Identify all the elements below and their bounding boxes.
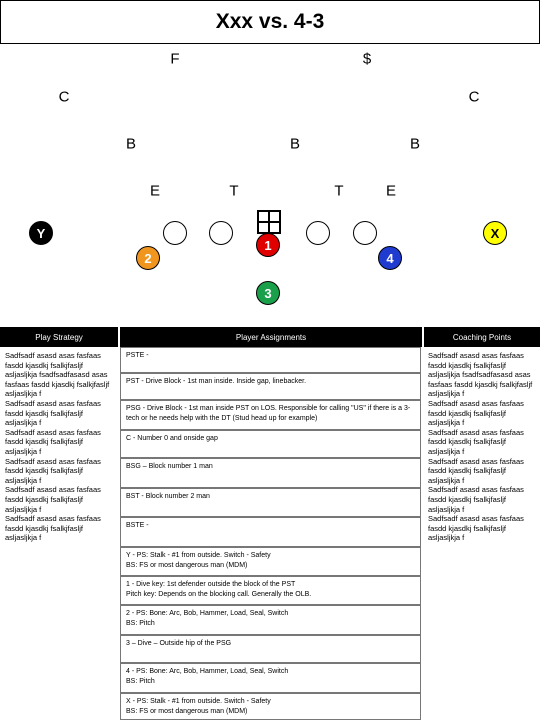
player-back-3 <box>256 281 280 305</box>
player-back-2-label: 2 <box>144 250 152 266</box>
player-back-4 <box>378 246 402 270</box>
page-title: Xxx vs. 4-3 <box>215 10 325 33</box>
player-back-4-label: 4 <box>386 250 394 266</box>
defense-end-right: E <box>385 182 397 200</box>
player-back-1 <box>256 233 280 257</box>
player-lineman-pst <box>209 221 233 245</box>
defense-corner-left: C <box>58 88 70 106</box>
assignment-x: X - PS: Stalk - #1 from outside. Switch - Safety BS: FS or most dangerous man (MDM) <box>120 693 421 720</box>
player-center <box>257 210 281 234</box>
defense-strong-safety: $ <box>362 50 372 68</box>
assignment-bsg: BSG – Block number 1 man <box>120 458 421 488</box>
player-x-label: X <box>490 225 500 241</box>
play-strategy-text: Sadfsadf asasd asas fasfaas fasdd kjasdkj fsalkjfasljf asljasljkja fsadfsadfasasd asas fasfaas fasdd kjasdkj fsalkjfasljf asljasljkja f Sadfsadf asasd asas fasfaas fasdd kjasdkj fsalkjfasljf asljasljkja f Sadfsadf asasd asas fasfaas fasdd kjasdkj fsalkjfasljf asljasljkja f Sadfsadf asasd asas fasfaas fasdd kjasdkj fsalkjfasljf asljasljkja f Sadfsadf asasd asas fasfaas fasdd kjasdkj fsalkjfasljf asljasljkja f Sadfsadf asasd asas fasfaas fasdd kjasdkj fsalkjfasljf asljasljkja f <box>5 351 110 543</box>
coaching-points-header: Coaching Points <box>424 327 540 347</box>
play-strategy-header: Play Strategy <box>0 327 118 347</box>
assignment-y: Y - PS: Stalk - #1 from outside. Switch - Safety BS: FS or most dangerous man (MDM) <box>120 547 421 576</box>
assignment-1: 1 - Dive key: 1st defender outside the block of the PST Pitch key: Depends on the blocking call. Generally the OLB. <box>120 576 421 605</box>
coaching-points-text: Sadfsadf asasd asas fasfaas fasdd kjasdkj fsalkjfasljf asljasljkja fsadfsadfasasd asas fasfaas fasdd kjasdkj fsalkjfasljf asljasljkja f Sadfsadf asasd asas fasfaas fasdd kjasdkj fsalkjfasljf asljasljkja f Sadfsadf asasd asas fasfaas fasdd kjasdkj fsalkjfasljf asljasljkja f Sadfsadf asasd asas fasfaas fasdd kjasdkj fsalkjfasljf asljasljkja f Sadfsadf asasd asas fasfaas fasdd kjasdkj fsalkjfasljf asljasljkja f Sadfsadf asasd asas fasfaas fasdd kjasdkj fsalkjfasljf asljasljkja f <box>428 351 533 543</box>
defense-linebacker-left: B <box>125 135 137 153</box>
defense-free-safety: F <box>170 50 180 68</box>
player-lineman-bste <box>353 221 377 245</box>
assignment-2: 2 - PS: Bone: Arc, Bob, Hammer, Load, Seal, Switch BS: Pitch <box>120 605 421 635</box>
defense-linebacker-middle: B <box>289 135 301 153</box>
defense-tackle-right: T <box>334 182 344 200</box>
player-lineman-bst <box>306 221 330 245</box>
defense-tackle-left: T <box>229 182 239 200</box>
defense-linebacker-right: B <box>409 135 421 153</box>
title-bar <box>0 0 540 44</box>
player-assignments-header: Player Assignments <box>120 327 422 347</box>
assignment-pst: PST - Drive Block - 1st man inside. Inside gap, linebacker. <box>120 373 421 400</box>
player-x-receiver <box>483 221 507 245</box>
player-back-1-label: 1 <box>264 237 272 253</box>
assignment-psg: PSG - Drive Block - 1st man inside PST on LOS. Responsible for calling "US" if there is a 3-tech or he needs help with the DT (Stud head up for example) <box>120 400 421 430</box>
player-y-label: Y <box>36 225 46 241</box>
defense-end-left: E <box>149 182 161 200</box>
assignment-4: 4 - PS: Bone: Arc, Bob, Hammer, Load, Seal, Switch BS: Pitch <box>120 663 421 693</box>
player-y-receiver <box>29 221 53 245</box>
assignment-bst: BST - Block number 2 man <box>120 488 421 517</box>
defense-corner-right: C <box>468 88 480 106</box>
player-back-2 <box>136 246 160 270</box>
assignment-pste: PSTE - <box>120 347 421 373</box>
player-back-3-label: 3 <box>264 285 272 301</box>
assignment-bste: BSTE - <box>120 517 421 547</box>
assignment-3: 3 – Dive – Outside hip of the PSG <box>120 635 421 663</box>
player-lineman-pste <box>163 221 187 245</box>
assignment-center: C - Number 0 and onside gap <box>120 430 421 458</box>
